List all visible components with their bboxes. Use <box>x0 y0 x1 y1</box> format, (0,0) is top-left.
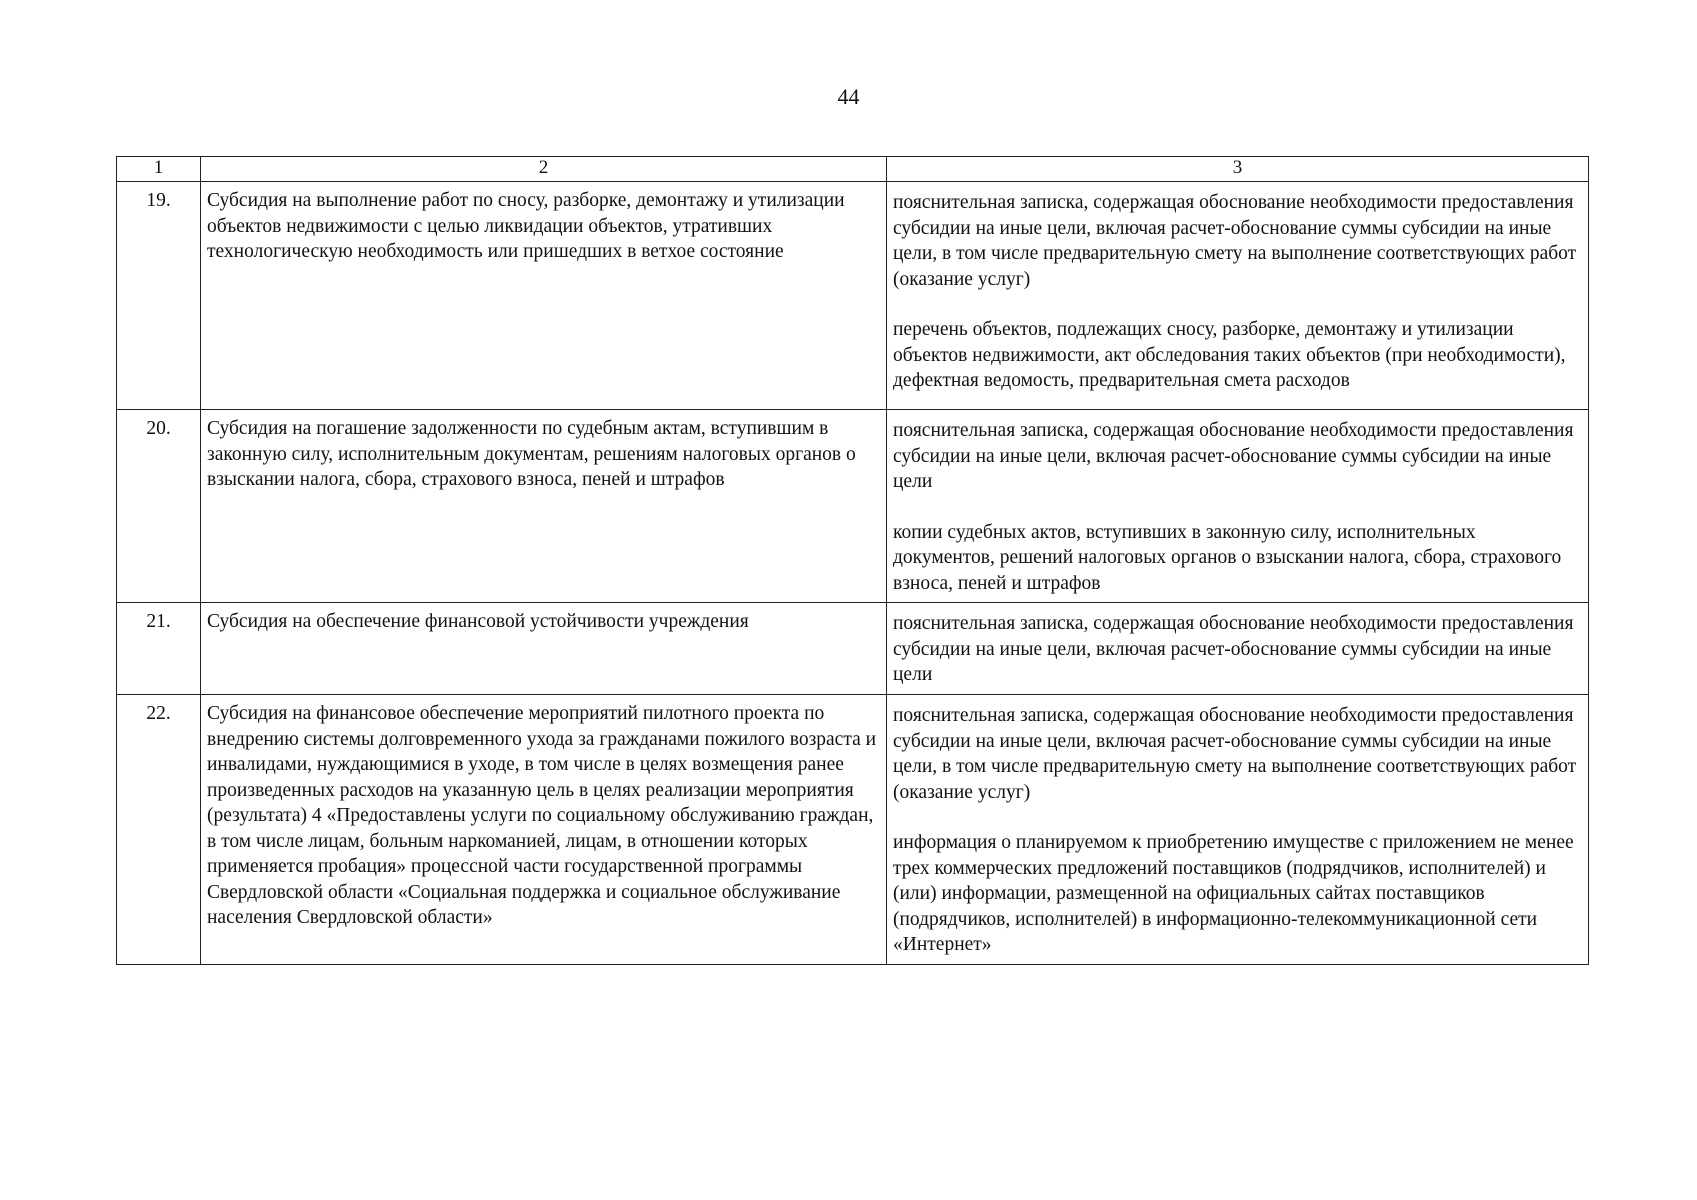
column-header-documents: 3 <box>887 157 1589 182</box>
document-paragraph: пояснительная записка, содержащая обоснование необходимости предоставления субсидии на иные цели, включая расчет-обоснование суммы субсидии на иные цели <box>893 420 1574 492</box>
subsidy-documents-table <box>116 156 1589 965</box>
row-number: 21. <box>117 603 201 695</box>
column-header-subsidy: 2 <box>201 157 887 182</box>
required-documents <box>887 603 1589 695</box>
row-number: 19. <box>117 182 201 410</box>
required-documents <box>887 182 1589 410</box>
document-paragraph: пояснительная записка, содержащая обоснование необходимости предоставления субсидии на иные цели, включая расчет-обоснование суммы субсидии на иные цели, в том числе предварительную смету на выполнение соответствующих работ (оказание услуг) <box>893 192 1577 290</box>
table-header-row <box>117 157 1589 182</box>
page-number: 44 <box>837 84 860 109</box>
subsidy-name: Субсидия на финансовое обеспечение мероприятий пилотного проекта по внедрению системы долговременного ухода за гражданами пожилого возраста и инвалидами, нуждающимися в уходе, в том числе в целях возмещения ранее произведенных расходов на указанную цель в целях реализации мероприятия (результата) 4 «Предоставлены услуги по социальному обслуживанию граждан, в том числе лицам, больным наркоманией, лицам, в отношении которых применяется пробация» процессной части государственной программы Свердловской области «Социальная поддержка и социальное обслуживание населения Свердловской области» <box>201 695 887 965</box>
column-header-number: 1 <box>117 157 201 182</box>
subsidy-name: Субсидия на погашение задолженности по судебным актам, вступившим в законную силу, исполнительным документам, решениям налоговых органов о взыскании налога, сбора, страхового взноса, пеней и штрафов <box>201 410 887 603</box>
table-row <box>117 695 1589 965</box>
row-number: 20. <box>117 410 201 603</box>
table-row <box>117 182 1589 410</box>
table-row <box>117 603 1589 695</box>
subsidy-name: Субсидия на выполнение работ по сносу, разборке, демонтажу и утилизации объектов недвижимости с целью ликвидации объектов, утративших технологическую необходимость или пришедших в ветхое состояние <box>201 182 887 410</box>
table-row <box>117 410 1589 603</box>
document-paragraph: пояснительная записка, содержащая обоснование необходимости предоставления субсидии на иные цели, включая расчет-обоснование суммы субсидии на иные цели <box>893 613 1574 685</box>
required-documents <box>887 695 1589 965</box>
document-paragraph: копии судебных актов, вступивших в законную силу, исполнительных документов, решений налоговых органов о взыскании налога, сбора, страхового взноса, пеней и штрафов <box>893 521 1562 594</box>
document-paragraph: пояснительная записка, содержащая обоснование необходимости предоставления субсидии на иные цели, включая расчет-обоснование суммы субсидии на иные цели, в том числе предварительную смету на выполнение соответствующих работ (оказание услуг) <box>893 705 1577 803</box>
subsidy-name: Субсидия на обеспечение финансовой устойчивости учреждения <box>201 603 887 695</box>
row-number: 22. <box>117 695 201 965</box>
document-paragraph: перечень объектов, подлежащих сносу, разборке, демонтажу и утилизации объектов недвижимости, акт обследования таких объектов (при необходимости), дефектная ведомость, предварительная смета расходов <box>893 319 1566 391</box>
required-documents <box>887 410 1589 603</box>
document-paragraph: информация о планируемом к приобретению имуществе с приложением не менее трех коммерческих предложений поставщиков (подрядчиков, исполнителей) и (или) информации, размещенной на официальных сайтах поставщиков (подрядчиков, исполнителей) в информационно-телекоммуникационной сети «Интернет» <box>893 832 1574 955</box>
